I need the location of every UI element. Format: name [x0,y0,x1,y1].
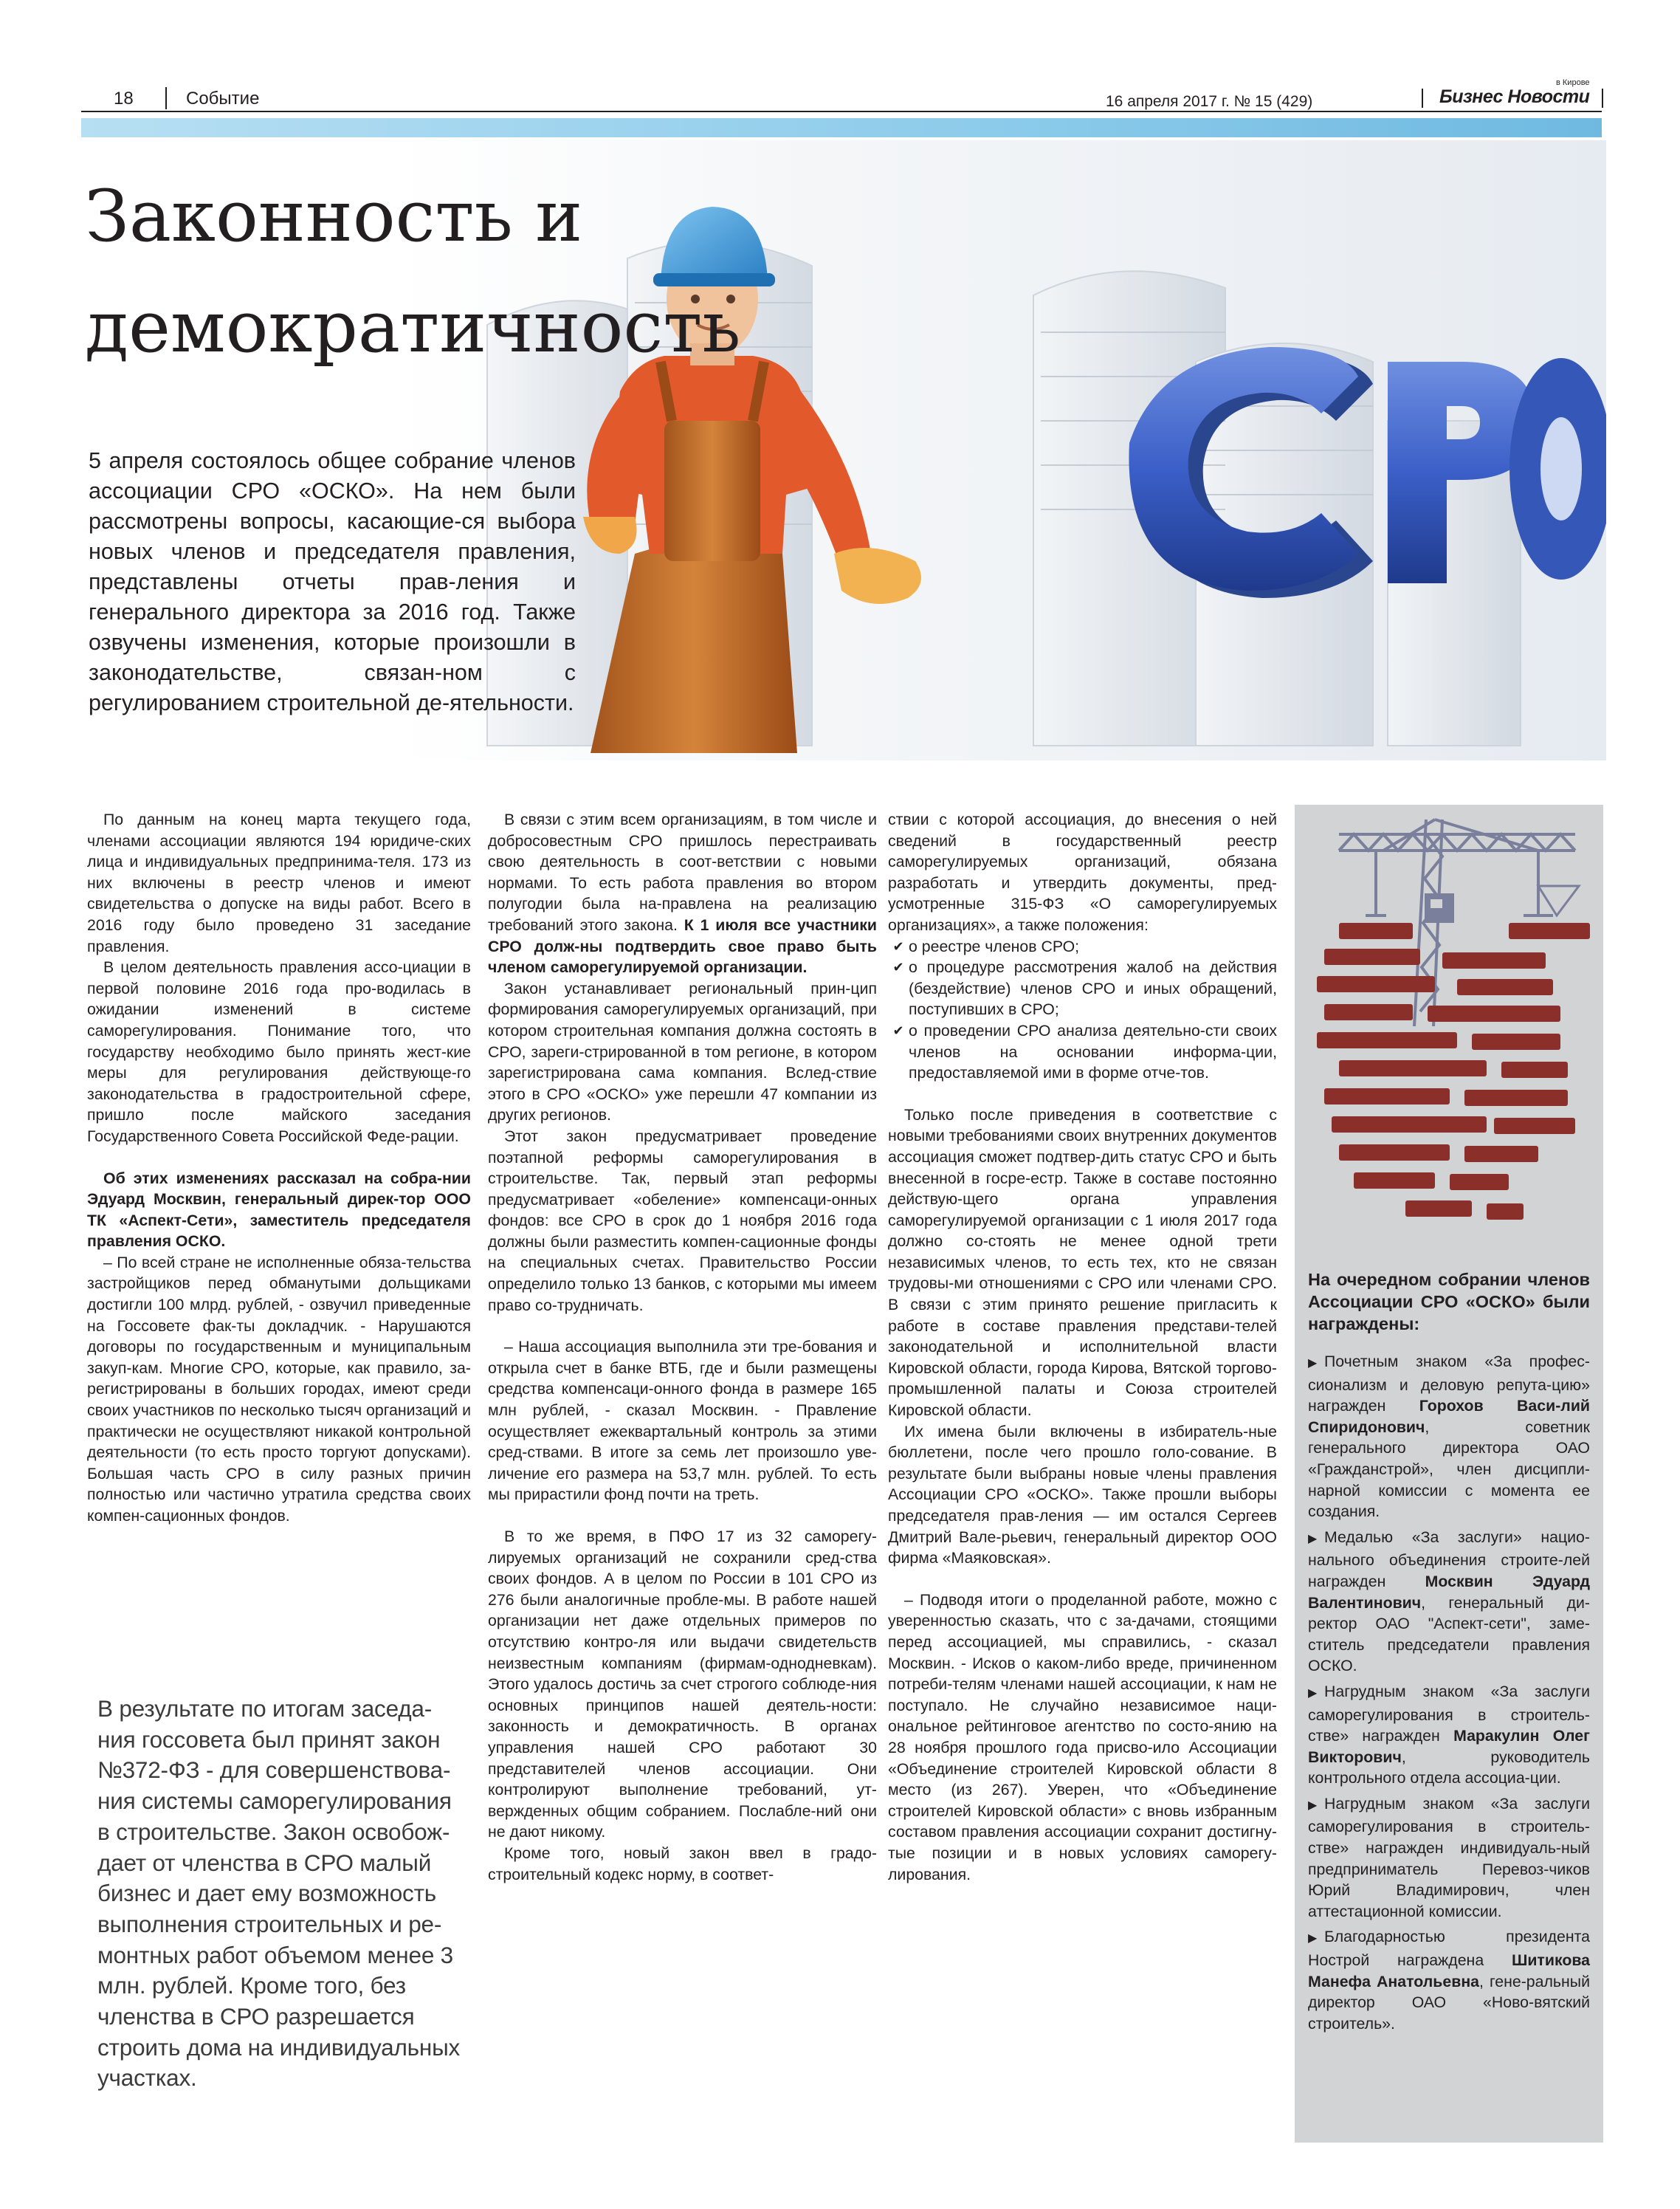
paragraph: В то же время, в ПФО 17 из 32 саморегу-лируемых организаций не сохранили сред-ства своих фондов. А в целом по России в 101 СРО из 276 были аналогичные пробле-мы. В работе нашей организации нет даже отдельных примеров по отсутствию контро-ля или выдачи свидетельств неизвестным компаниям (фирмам-однодневкам). Этого удалось достичь за счет строгого соблюде-ния основных принципов нашей деятель-ности: законность и демократичность. В органах управления нашей СРО работают 30 представителей членов ассоциации. Они контролируют выполнение требований, ут-вержденных общим собранием. Послабле-ний они не дают никому. [488,1528,877,1841]
article-column-1 [87,809,471,1527]
triangle-bullet-icon: ▶ [1308,1532,1318,1545]
section-name: Событие [186,89,260,109]
award-text: Нагрудным знаком «За заслуги саморегулирования в строитель-стве» награжден индивидуаль-ный предприниматель Перевоз-чиков Юрий Владимирович, член аттестационной комиссии. [1308,1794,1590,1920]
page-header [0,0,1680,140]
award-text: Почетным знаком «За профес-сионализм и деловую репута-цию» награжден [1308,1353,1590,1415]
checkmark-icon: ✔ [892,1023,904,1038]
list-item [888,936,1277,958]
award-name: Шитикова Манефа Анатольевна [1308,1951,1590,1990]
header-divider [165,87,167,109]
paragraph: Только после приведения в соответствие с новыми требованиями своих внутренних документов ассоциация сможет подтвер-дить статус СРО и быть внесенной в госре-естр. Также в составе постоянно действую-щего органа управления саморегулируемой организации с 1 июля 2017 года должно со-стоять не менее одной трети независимых членов, то есть тех, кто не связан трудовы-ми отношениями с СРО или членами СРО. В связи с этим принято решение пригласить к работе в составе правления представи-телей законодательной и исполнительной власти Кировской области, города Кирова, Вятской торгово-промышленной палаты и Союза строителей Кировской области. [888,1105,1277,1420]
paragraph-text: В связи с этим всем организациям, в том числе и добросовестным СРО пришлось перестраивать свою деятельность в соот-ветствии с новыми нормами. То есть работа правления во втором полугодии была на-правлена на реализацию требований этого закона. [488,811,877,934]
paragraph: – Подводя итоги о проделанной работе, можно с уверенностью сказать, что с за-дачами, стоящими перед ассоциацией, мы справились, - сказал Москвин. - Исков о каком-либо вреде, причиненном потреби-телям членами нашей ассоциации, к нам не поступало. Не случайно независимое наци-ональное рейтинговое агентство по состо-янию на 28 ноября прошлого года присво-ило Ассоциации «Объединение строителей Кировской области 8 место (из 267). Уверен, что «Объединение строителей Кировской области» с вновь избранным составом правления ассоциации сохранит достигну-тые позиции и в новых условиях саморегу-лирования. [888,1590,1277,1883]
checkmark-icon: ✔ [892,960,904,975]
page-number: 18 [114,89,134,109]
article-title-line: демократичность [85,286,741,368]
newspaper-logo: Бизнес Новости [1439,86,1590,107]
paragraph: – По всей стране не исполненные обяза-тельства застройщиков перед обманутыми дольщиками достигли 100 млрд. рублей, - озвучил приведенные на Госсовете фак-ты докладчик. - Нарушаются договоры по государственным и муниципальным закуп-кам. Многие СРО, которые, как правило, за-регистрированы в больших городах, имеют среди своих участников по несколько тысяч организаций и практически не осуществляют никакой контрольной деятельности (то есть просто торгуют допусками). Большая часть СРО в силу разных причин полностью или частично утратила средства своих компен-сационных фондов. [87,1253,471,1525]
award-item [1308,1527,1590,1677]
list-item-text: о процедуре рассмотрения жалоб на действия (бездействие) членов СРО и иных обращений, поступивших в СРО; [909,958,1277,1019]
paragraph: Закон устанавливает региональный прин-цип формирования саморегулируемых организаций, при котором строительная компания должна состоять в СРО, зареги-стрированной в том регионе, в котором зарегистрирована сама компания. Вслед-ствие этого в СРО «ОСКО» уже перешли 47 компании из других регионов. [488,979,877,1124]
brand-subtitle: в Кирове [1556,78,1590,87]
award-name: Маракулин Олег Викторович [1308,1727,1590,1766]
paragraph: В целом деятельность правления ассо-циации в первой половине 2016 года про-водилась в ожидании изменений в системе саморегулирования. Понимание того, что государству необходимо было принять жест-кие меры для регулирования действующе-го законодательства в градостроительной сфере, пришло после майского заседания Государственного Совета Российской Феде-рации. [87,958,471,1145]
list-item-text: о реестре членов СРО; [909,937,1080,955]
article-title [85,161,741,382]
triangle-bullet-icon: ▶ [1308,1357,1318,1370]
bold-text: К 1 июля все участники СРО долж-ны подтвердить свое право быть членом саморегулируемой организации. [488,915,877,977]
paragraph: По данным на конец марта текущего года, членами ассоциации являются 194 юридиче-ских лица и индивидуальных предпринима-теля. 173 из них включены в реестр членов и имеют свидетельства о допуске на виды работ. Всего в 2016 году было проведено 31 заседание правления. [87,811,471,955]
paragraph: Этот закон предусматривает проведение поэтапной реформы саморегулирования в строительстве. Так, первый этап реформы предусматривает «обеление» компенсаци-онных фондов: все СРО в срок до 1 ноября 2016 года должны были разместить компен-сационные фонды на специальных счетах. Правительство России определило только 13 банков, с которыми мы имеем право со-трудничать. [488,1127,877,1314]
paragraph: Их имена были включены в избиратель-ные бюллетени, после чего прошло голо-сование. В результате были выбраны новые члены правления Ассоциации СРО «ОСКО». Также прошли выборы председателя прав-ления — им остался Сергеев Дмитрий Вале-рьевич, генеральный директор ООО фирма «Маяковская». [888,1422,1277,1567]
paragraph: ствии с которой ассоциация, до внесения о ней сведений в государственный реестр саморегулируемых организаций, обязана разработать и утвердить документы, пред-усмотренные 315-ФЗ «О саморегулируемых организациях», а также положения: [888,811,1277,934]
triangle-bullet-icon: ▶ [1308,1932,1318,1945]
awards-list [1308,1268,1590,2038]
award-text: , гене-ральный директор ОАО «Ново-вятский строитель». [1308,1972,1590,2033]
issue-date: 16 апреля 2017 г. № 15 (429) [1106,93,1313,110]
header-rule [81,111,1602,112]
award-item [1308,1351,1590,1522]
award-text: , генеральный ди-ректор ОАО "Аспект-сети", заме-ститель председатели правления ОСКО. [1308,1593,1590,1675]
list-item [888,1020,1277,1084]
list-item-text: о проведении СРО анализа деятельно-сти своих членов на основании информа-ции, предоставляемой ими в форме отче-тов. [909,1021,1277,1082]
article-lead: 5 апреля состоялось общее собрание членов ассоциации СРО «ОСКО». На нем были рассмотрены вопросы, касающие-ся выбора новых членов и председателя правления, представлены отчеты прав-ления и генерального директора за 2016 год. Также озвучены изменения, которые произошли в законодательстве, связан-ном с регулированием строительной де-ятельности. [89,448,576,715]
list-item [888,957,1277,1020]
award-text: , руководитель контрольного отдела ассоциа-ции. [1308,1748,1590,1787]
triangle-bullet-icon: ▶ [1308,1799,1318,1812]
award-text: , советник генерального директора ОАО «Гражданстрой», член дисципли-нарной комиссии с момента ее создания. [1308,1418,1590,1521]
checkmark-icon: ✔ [892,938,904,954]
award-item [1308,1793,1590,1923]
article-column-3 [888,809,1277,1885]
pull-quote: В результате по итогам заседа-ния госсовета был принят закон №372-ФЗ - для совершенствова-ния системы саморегулирования в строительстве. Закон освобож-дает от членства в СРО малый бизнес и дает ему возможность выполнения строительных и ре-монтных работ объемом менее 3 млн. рублей. Кроме того, без членства в СРО разрешается строить дома на индивидуальных участках. [97,1695,461,2092]
award-text: Медалью «За заслуги» нацио-нального объединения строите-лей награжден [1308,1528,1590,1590]
paragraph [488,809,877,978]
award-name: Москвин Эдуард Валентинович [1308,1572,1590,1612]
crane-bricks-illustration [1295,805,1603,1262]
sidebar-title: На очередном собрании членов Ассоциации СРО «ОСКО» были награждены: [1308,1270,1590,1333]
awards-sidebar [1295,805,1603,2143]
triangle-bullet-icon: ▶ [1308,1686,1318,1700]
paragraph: – Наша ассоциация выполнила эти тре-бования и открыла счет в банке ВТБ, где и были размещены средства компенсаци-онного фонда в размере 165 млн рублей, - сказал Москвин. - Правление осуществляет ежеквартальный контроль за этими сред-ствами. В итоге за семь лет произошло уве-личение его размера на 53,7 млн. рублей. То есть мы прирастили фонд почти на треть. [488,1338,877,1504]
award-text: Нагрудным знаком «За заслуги саморегулирования в строитель-стве» награжден [1308,1682,1590,1745]
bold-text: Об этих изменениях рассказал на собра-нии Эдуард Москвин, генеральный дирек-тор ООО ТК «Аспект-Сети», заместитель председателя правления ОСКО. [87,1169,471,1251]
header-divider [1422,89,1423,108]
award-item [1308,1681,1590,1789]
header-divider [1602,89,1603,108]
award-text: Благодарностью президента Нострой награждена [1308,1928,1590,1970]
award-item [1308,1926,1590,2034]
article-column-2 [488,809,877,1885]
award-name: Горохов Васи-лий Спиридонович [1308,1397,1591,1436]
paragraph [87,1168,471,1252]
article-title-line: Законность и [85,175,583,258]
paragraph: Кроме того, новый закон ввел в градо-строительный кодекс норму, в соответ- [488,1844,877,1883]
header-color-band [81,118,1602,137]
